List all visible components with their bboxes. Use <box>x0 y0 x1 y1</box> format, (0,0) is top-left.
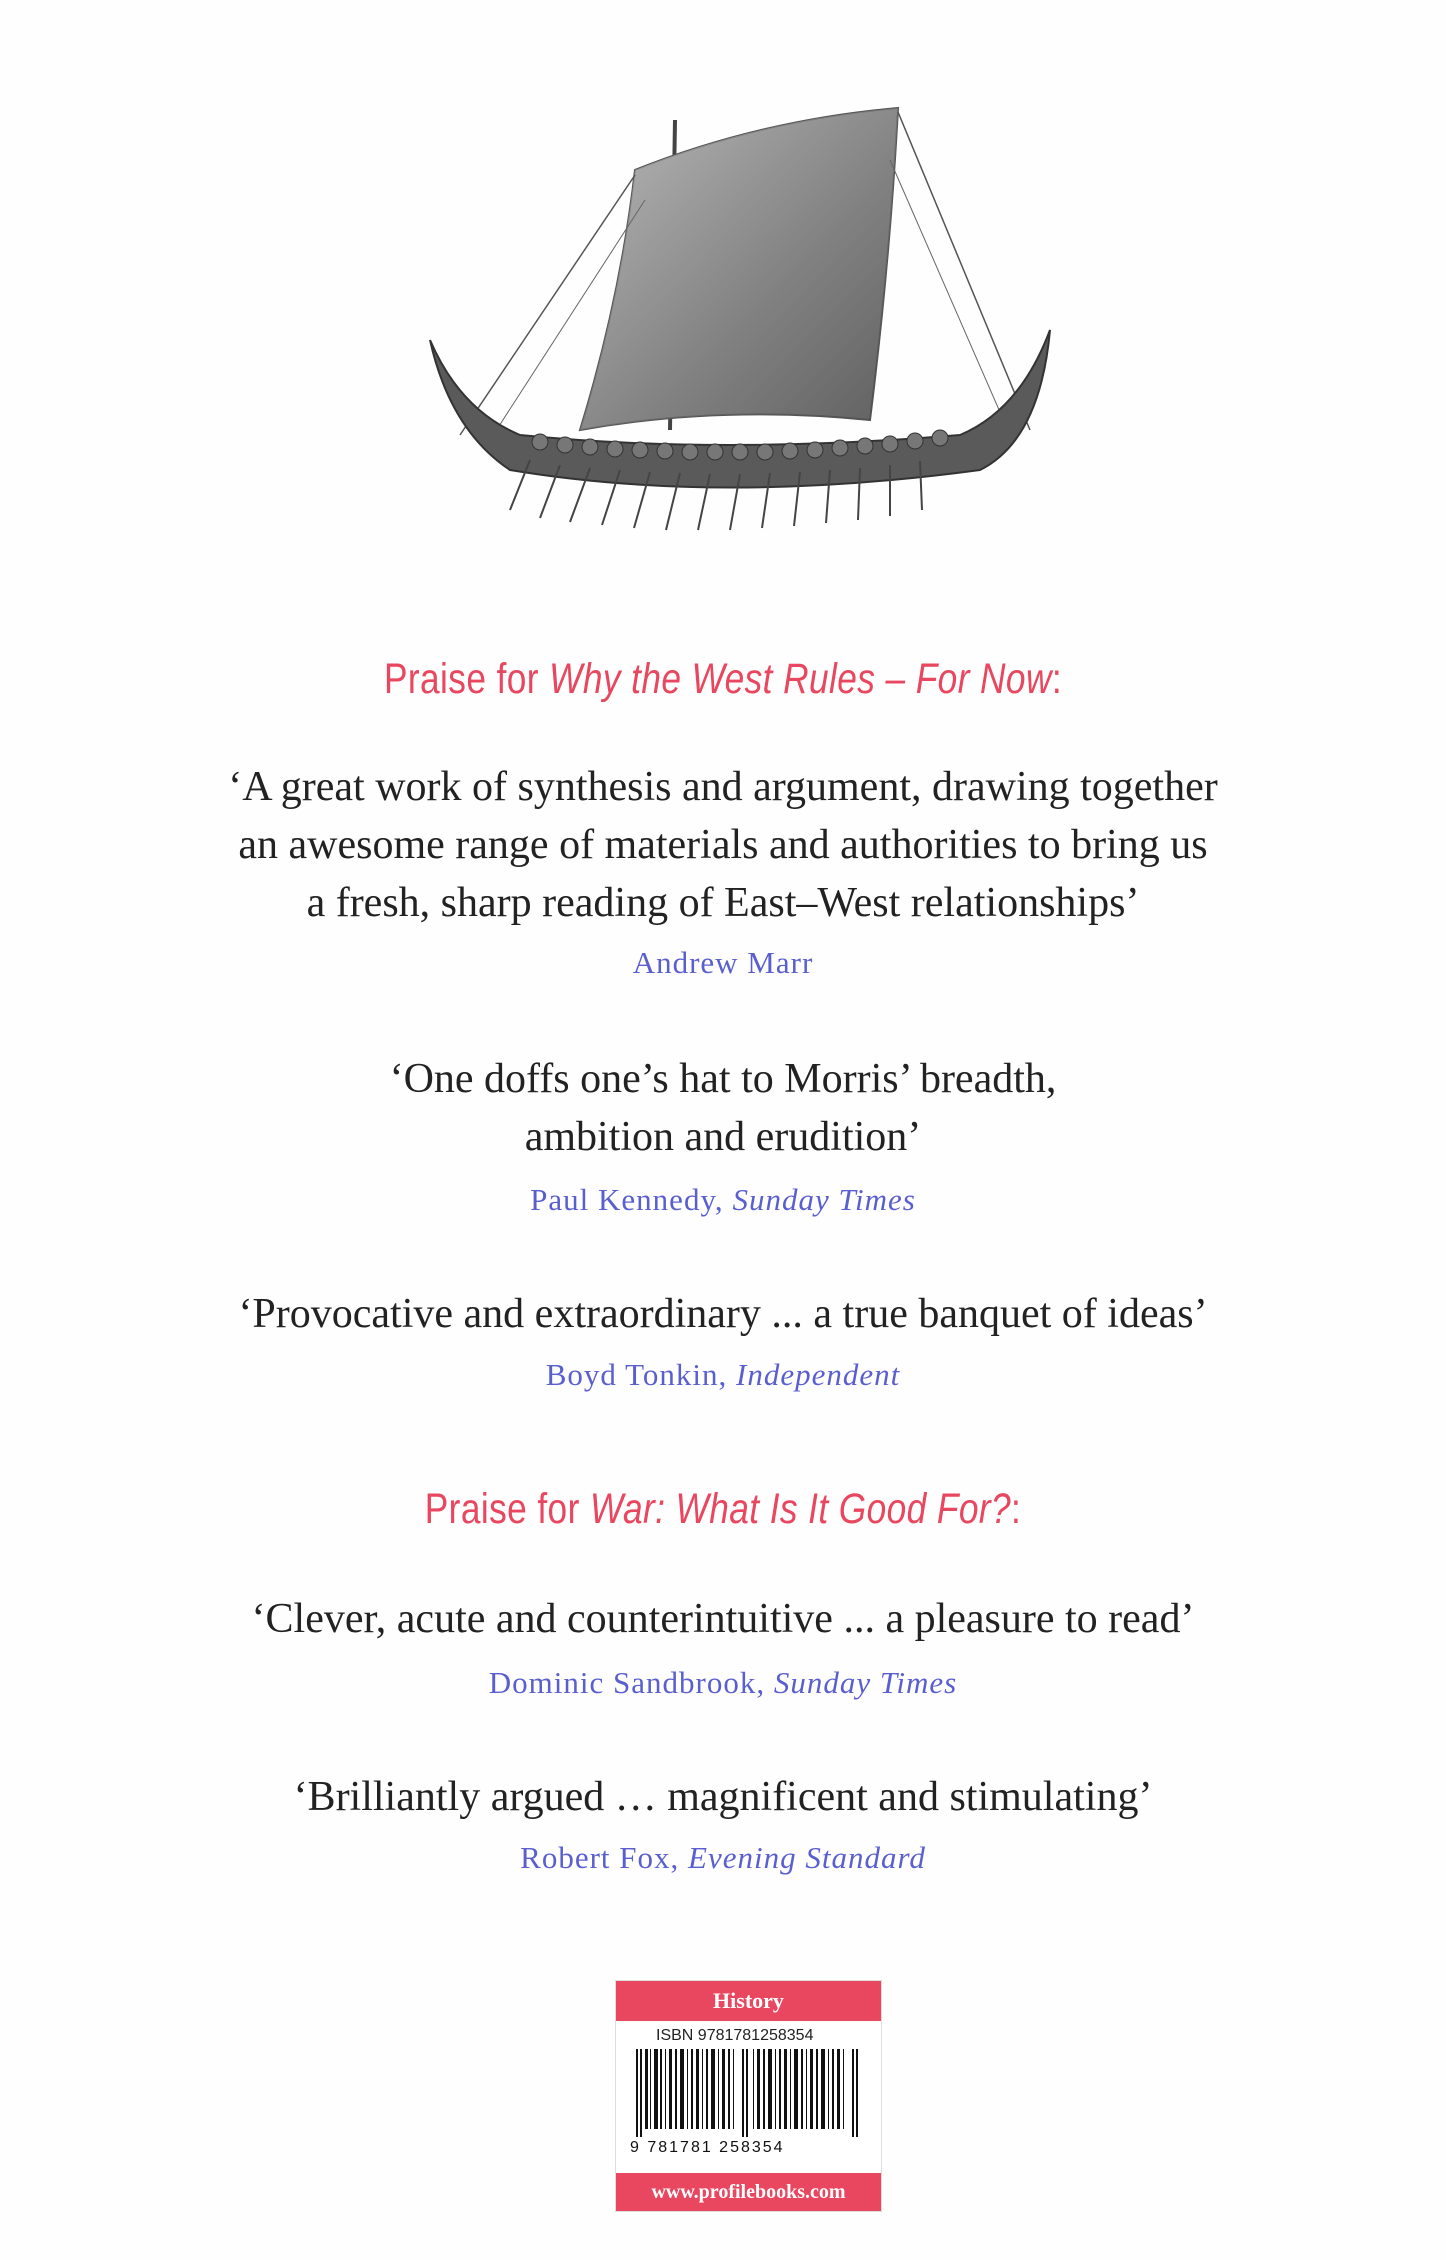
barcode-image <box>630 2049 870 2137</box>
attribution-source: Evening Standard <box>688 1840 926 1875</box>
attribution-author: Paul Kennedy, <box>530 1182 733 1217</box>
category-label: History <box>616 1981 881 2021</box>
isbn-label: ISBN 9781781258354 <box>656 2027 814 2044</box>
book-title: War: What Is It Good For? <box>589 1485 1012 1533</box>
quote-line: ‘A great work of synthesis and argument, drawing together <box>228 764 1218 810</box>
quote-line: ‘One doffs one’s hat to Morris’ breadth, <box>389 1056 1057 1102</box>
attribution-source: Sunday Times <box>773 1665 958 1700</box>
viking-ship-illustration <box>420 100 1080 560</box>
praise-heading-war <box>130 1485 1316 1534</box>
barcode-digits: 9 781781 258354 <box>630 2139 785 2156</box>
quote-robert-fox <box>140 1768 1306 1826</box>
attribution-author: Boyd Tonkin, <box>545 1357 737 1392</box>
attribution-dominic-sandbrook <box>0 1665 1446 1701</box>
attribution-paul-kennedy <box>0 1182 1446 1218</box>
quote-line: a fresh, sharp reading of East–West relationships’ <box>306 880 1140 926</box>
heading-suffix: : <box>1011 1485 1022 1533</box>
heading-suffix: : <box>1051 655 1063 703</box>
heading-prefix: Praise for <box>424 1485 590 1533</box>
quote-boyd-tonkin <box>140 1285 1306 1343</box>
praise-heading-why-the-west-rules <box>130 655 1316 704</box>
attribution-source: Independent <box>736 1357 901 1392</box>
quote-line: ‘Clever, acute and counterintuitive ... a pleasure to read’ <box>251 1596 1195 1642</box>
attribution-author: Andrew Marr <box>632 945 814 980</box>
attribution-author: Robert Fox, <box>520 1840 689 1875</box>
quote-dominic-sandbrook <box>140 1590 1306 1648</box>
quote-paul-kennedy <box>140 1050 1306 1166</box>
attribution-source: Sunday Times <box>732 1182 916 1217</box>
quote-line: ‘Provocative and extraordinary ... a true banquet of ideas’ <box>238 1291 1208 1337</box>
quote-line: ambition and erudition’ <box>524 1114 922 1160</box>
attribution-robert-fox <box>0 1840 1446 1876</box>
publisher-website: www.profilebooks.com <box>616 2173 881 2211</box>
quote-line: an awesome range of materials and authorities to bring us <box>238 822 1208 868</box>
quote-andrew-marr <box>140 758 1306 932</box>
barcode-panel <box>615 1980 882 2212</box>
attribution-andrew-marr <box>0 945 1446 981</box>
book-title: Why the West Rules – For Now <box>549 655 1052 703</box>
heading-prefix: Praise for <box>383 655 550 703</box>
quote-line: ‘Brilliantly argued … magnificent and stimulating’ <box>293 1774 1153 1820</box>
attribution-author: Dominic Sandbrook, <box>488 1665 774 1700</box>
attribution-boyd-tonkin <box>0 1357 1446 1393</box>
